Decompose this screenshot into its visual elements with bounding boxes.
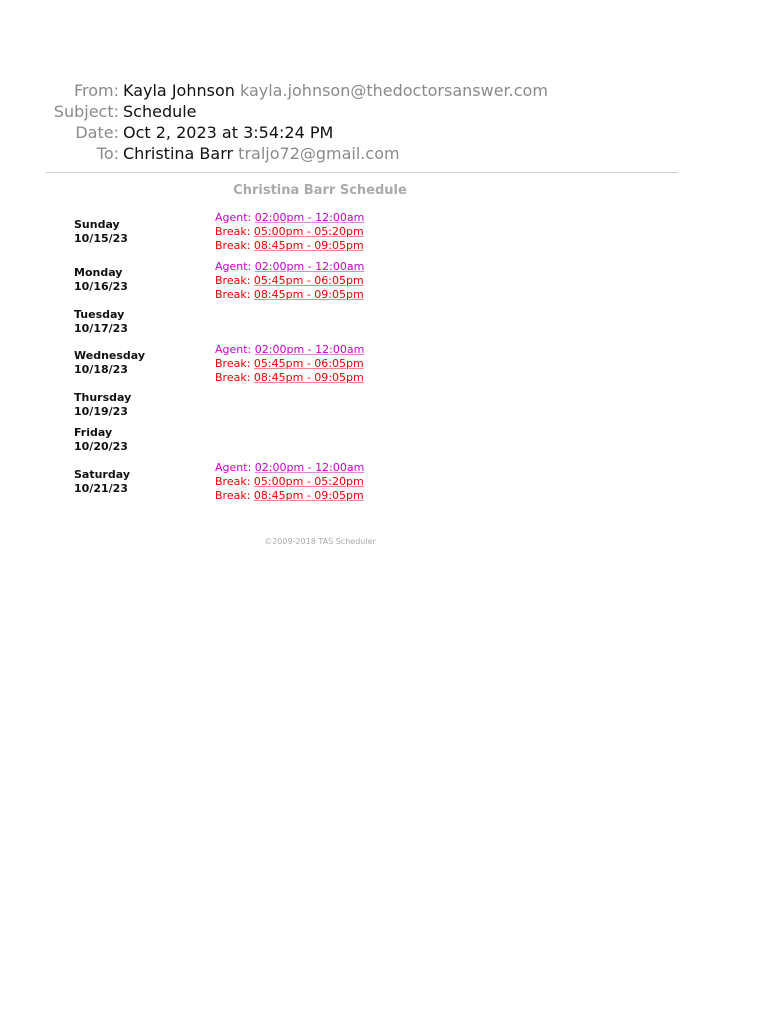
day-date: 10/19/23 [74, 405, 128, 418]
day-date: 10/16/23 [74, 280, 128, 293]
shift-label: Break: [215, 225, 251, 238]
day-name: Friday [74, 426, 113, 439]
shift-break[interactable] [215, 357, 364, 371]
to-row [0, 143, 768, 164]
shift-time[interactable]: 08:45pm - 09:05pm [253, 288, 364, 301]
shift-time[interactable]: 05:00pm - 05:20pm [253, 225, 364, 238]
from-row [0, 80, 768, 101]
shifts-sunday [215, 211, 364, 253]
shift-label: Break: [215, 357, 251, 370]
shift-break[interactable] [215, 475, 364, 489]
header-divider [46, 172, 678, 173]
shift-label: Agent: [215, 211, 252, 224]
shift-agent[interactable] [215, 461, 364, 475]
shift-label: Break: [215, 489, 251, 502]
shift-label: Agent: [215, 343, 252, 356]
to-email[interactable]: traljo72@gmail.com [238, 144, 400, 163]
day-name: Monday [74, 266, 123, 279]
shift-label: Break: [215, 288, 251, 301]
shift-time[interactable]: 02:00pm - 12:00am [254, 461, 365, 474]
from-email[interactable]: kayla.johnson@thedoctorsanswer.com [239, 81, 548, 100]
shift-agent[interactable] [215, 260, 364, 274]
shift-time[interactable]: 02:00pm - 12:00am [254, 211, 365, 224]
day-name: Tuesday [74, 308, 125, 321]
from-label: From: [73, 81, 119, 100]
shift-label: Agent: [215, 461, 252, 474]
date-value: Oct 2, 2023 at 3:54:24 PM [123, 123, 334, 142]
day-date: 10/17/23 [74, 322, 128, 335]
shift-time[interactable]: 02:00pm - 12:00am [254, 260, 365, 273]
shift-time[interactable]: 02:00pm - 12:00am [254, 343, 365, 356]
shift-break[interactable] [215, 274, 364, 288]
day-name: Wednesday [74, 349, 146, 362]
day-sunday [74, 218, 128, 246]
to-label: To: [96, 144, 119, 163]
day-monday [74, 266, 128, 294]
shift-label: Break: [215, 371, 251, 384]
subject-label: Subject: [53, 102, 119, 121]
footer-copyright: ©2009-2018 TAS Scheduler [264, 537, 376, 546]
day-date: 10/20/23 [74, 440, 128, 453]
shift-agent[interactable] [215, 343, 364, 357]
shift-time[interactable]: 05:00pm - 05:20pm [253, 475, 364, 488]
subject-value: Schedule [123, 102, 197, 121]
shift-break[interactable] [215, 489, 364, 503]
shift-time[interactable]: 08:45pm - 09:05pm [253, 489, 364, 502]
shift-break[interactable] [215, 225, 364, 239]
subject-row [0, 101, 768, 122]
day-date: 10/15/23 [74, 232, 128, 245]
day-saturday [74, 468, 130, 496]
shift-label: Break: [215, 239, 251, 252]
shift-break[interactable] [215, 239, 364, 253]
date-label: Date: [75, 123, 119, 142]
shift-label: Agent: [215, 260, 252, 273]
day-tuesday [74, 308, 128, 336]
to-name: Christina Barr [123, 144, 234, 163]
date-row [0, 122, 768, 143]
day-thursday [74, 391, 131, 419]
from-name: Kayla Johnson [123, 81, 235, 100]
day-name: Saturday [74, 468, 130, 481]
day-date: 10/21/23 [74, 482, 128, 495]
shift-break[interactable] [215, 371, 364, 385]
email-header [0, 80, 768, 164]
shifts-saturday [215, 461, 364, 503]
shift-time[interactable]: 08:45pm - 09:05pm [253, 371, 364, 384]
shift-time[interactable]: 05:45pm - 06:05pm [253, 274, 364, 287]
shift-label: Break: [215, 274, 251, 287]
shift-label: Break: [215, 475, 251, 488]
shifts-monday [215, 260, 364, 302]
day-name: Thursday [74, 391, 132, 404]
day-name: Sunday [74, 218, 120, 231]
day-wednesday [74, 349, 145, 377]
shift-agent[interactable] [215, 211, 364, 225]
schedule-title: Christina Barr Schedule [233, 183, 407, 198]
shift-break[interactable] [215, 288, 364, 302]
shift-time[interactable]: 05:45pm - 06:05pm [253, 357, 364, 370]
day-friday [74, 426, 128, 454]
shift-time[interactable]: 08:45pm - 09:05pm [253, 239, 364, 252]
day-date: 10/18/23 [74, 363, 128, 376]
shifts-wednesday [215, 343, 364, 385]
